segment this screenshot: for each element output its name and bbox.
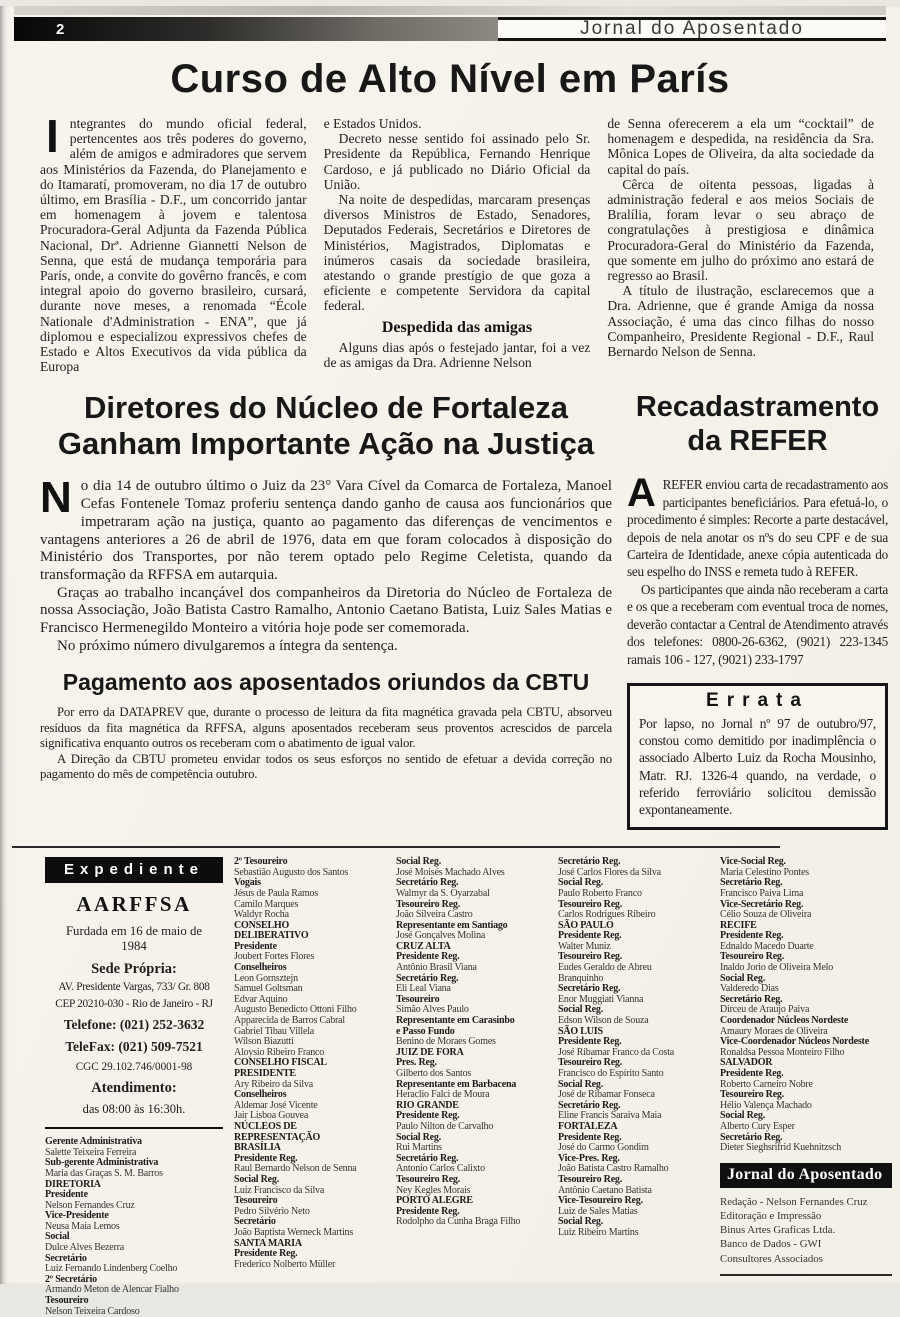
drop-cap-i: I [46,110,59,162]
staff-role-label: Presidente Reg. [558,930,622,942]
expediente-info-column [45,857,223,1317]
paris-column-2 [324,116,591,374]
staff-name: Leon Gornsztejn [234,972,298,984]
staff-role-label: Presidente Reg. [396,1110,460,1122]
staff-name: Célio Souza de Oliveira [720,909,812,921]
staff-name: Edvar Aquino [234,993,288,1005]
staff-role-label: Secretário [45,1252,87,1264]
staff-role-label: Social Reg. [558,877,604,889]
paris-column-1 [40,110,307,375]
paragraph: e Estados Unidos. [323,116,422,131]
staff-name: Sebastião Augusto dos Santos [234,866,349,878]
staff-role-label: Tesoureiro Reg. [396,1173,461,1185]
staff-name: Binus Artes Graficas Ltda. [720,1224,836,1237]
staff-role-label: Presidente [234,940,277,952]
staff-name: Paulo Roberto Franco [558,887,642,899]
staff-name: Armando Meton de Alencar Fialho [45,1284,179,1296]
staff-role-label: Tesoureiro [45,1295,89,1307]
expediente-header: Expediente [45,857,223,883]
staff-name: Alberto Cury Esper [720,1120,795,1132]
org-atendimento-label: Atendimento: [91,1080,177,1097]
staff-name: Amaury Moraes de Oliveira [720,1025,828,1037]
staff-name: José Gonçalves Molina [396,930,486,942]
paragraph: Na noite de despedidas, marcaram presenças diversos Ministros de Estado, Senadores, Deputados Federais, Secretários e Diretores de Ministérios, Magistrados, Diplomatas e inúmeros casais da sociedade brasileira, atestando o grande prestígio de que goza a eficiente e competente Servidora da capital federal. [323,192,591,314]
staff-role-label: Tesoureiro Reg. [558,898,623,910]
staff-role-label: RECIFE [720,919,757,931]
page-header-bar [14,17,886,41]
staff-name: Raul Bernardo Nelson de Senna [234,1163,357,1175]
middle-section [0,374,900,830]
staff-list-1 [45,1137,223,1317]
errata-title: Errata [706,689,809,711]
top-gradient-strip [14,6,886,15]
staff-role-label: Representante em Barbacena [396,1078,517,1090]
article-paris-title: Curso de Alto Nível em París [170,57,730,101]
staff-role-label: JUIZ DE FORA [396,1046,464,1058]
paragraph-text: ntegrantes do mundo oficial federal, pertencentes aos três poderes do governo, além de amigos e admiradores que servem aos Ministérios da Fazenda, do Planejamento e do Itamaratí, promoveram, no dia 17 de outubro último, em Brasília - D.F., um concorrido jantar em homenagem à jovem e talentosa Procuradora-Geral Adjunta da Fazenda Pública Nacional, Drª. Adrienne Giannetti Nelson de Senna, que está de mudança temporária para París, onde, a convite do govêrno francês, e com integral apoio do governo brasileiro, cursará, durante nove meses, a renomada “École Nationale d'Administration - ENA”, que já diplomou e especializou expressivos chefes de Estado e Altos Executivos da vida pública da Europa [40,116,307,375]
staff-role-label: Vice-Pres. Reg. [558,1152,620,1164]
staff-name: Hélio Valença Machado [720,1099,812,1111]
staff-name: Consultores Associados [720,1252,823,1265]
org-address-line2: CEP 20210-030 - Rio de Janeiro - RJ [55,997,213,1010]
staff-name: Inaldo Jorio de Oliveira Melo [720,962,834,974]
paragraph [40,110,307,375]
org-atendimento-hours: das 08:00 às 16:30h. [82,1102,186,1117]
staff-role-label: Vice-Social Reg. [720,856,786,868]
staff-role-label: Presidente Reg. [396,951,460,963]
staff-name: José do Carmo Gondim [558,1142,649,1154]
title-line-2: da REFER [687,425,828,458]
staff-role-label: CONSELHO [234,919,290,931]
staff-role-label: Presidente Reg. [234,1248,298,1260]
staff-role-label: Social Reg. [558,1078,604,1090]
staff-name: Roberto Carneiro Nobre [720,1078,813,1090]
staff-name: Valderedo Dias [720,983,779,995]
staff-name: Ednaldo Macedo Duarte [720,940,814,952]
staff-name: Jair Lisboa Gouvea [234,1110,309,1122]
staff-role-label: Social [45,1231,70,1243]
staff-name: Paulo Nilton de Carvalho [396,1120,494,1132]
staff-role-label: Tesoureiro Reg. [558,951,623,963]
staff-role-label: NÚCLEOS DE [234,1120,297,1132]
staff-role-label: Secretário Reg. [720,1131,783,1143]
errata-box [627,683,888,830]
staff-name: Ronaldsa Pessoa Monteiro Filho [720,1046,845,1058]
subheading-despedida: Despedida das amigas [381,318,533,336]
drop-cap-a: A [627,471,656,516]
title-line-2: Ganham Importante Ação na Justiça [57,426,595,462]
staff-name: Walmyr da S. Oyarzabal [396,887,490,899]
article-cbtu-title: Pagamento aos aposentados oriundos da CBTU [62,669,590,696]
paragraph: A Direção da CBTU prometeu envidar todos os seus esforços no sentido de efetuar a devida correção no pagamento do mês de competência outubro. [40,751,612,782]
staff-name: Nelson Fernandes Cruz [45,1199,135,1211]
staff-role-label: Presidente Reg. [234,1152,298,1164]
article-paris-body [0,104,900,374]
staff-role-label: Secretário Reg. [396,1152,459,1164]
staff-name: Antônio Brasil Viana [396,962,477,974]
title-line-1: Diretores do Núcleo de Fortaleza [83,390,569,426]
staff-name: Aldemar José Vicente [234,1099,318,1111]
staff-name: Apparecida de Barros Cabral [234,1015,345,1027]
staff-role-label: Conselheiros [234,962,287,974]
article-fortaleza-body [40,473,612,655]
staff-name: Eli Leal Viana [396,983,451,995]
staff-role-label: Conselheiros [234,1089,287,1101]
staff-role-label: Vice-Secretário Reg. [720,898,804,910]
staff-role-label: REPRESENTAÇÃO [234,1131,321,1143]
org-phone: Telefone: (021) 252-3632 [63,1017,205,1033]
staff-name: Samuel Goltsman [234,983,303,995]
staff-name: Wilson Biazutti [234,1036,294,1048]
staff-role-label: Representante em Carasinbo [396,1015,515,1027]
staff-name: Eline Francis Saraiva Maia [558,1110,662,1122]
staff-role-label: Coordenador Núcleos Nordeste [720,1015,849,1027]
staff-name: Simão Alves Paulo [396,1004,469,1016]
staff-name: Luiz de Sales Matias [558,1205,638,1217]
staff-name: Francisco Paiva Lima [720,887,804,899]
staff-name: Jésus de Paula Ramos [234,887,319,899]
article-fortaleza [40,384,612,830]
staff-role-label: SÃO PAULO [558,919,614,931]
paragraph: Os participantes que ainda não receberam a carta e os que a receberam com eventual troca de nomes, deverão contactar a Central de Atendimento através dos telefones: 0800-26-6362, (9021) 223-1345 ramais 106 - 127, (9021) 233-1797 [627,581,888,667]
staff-name: Dirceu de Araujo Paiva [720,1004,810,1016]
paragraph: Graças ao trabalho incançável dos companheiros da Diretoria do Núcleo de Fortaleza de nossa Associação, João Batista Castro Ramalho, Antonio Caetano Batista, Luiz Sales Matias e Francisco Hermenegildo Monteiro a vitória hoje pode ser comemorada. [40,584,612,637]
staff-name: Banco de Dados - GWI [720,1238,822,1251]
staff-name: Dulce Alves Bezerra [45,1242,124,1254]
staff-role-label: DIRETORIA [45,1178,101,1190]
article-refer-title [627,390,888,458]
staff-name: José Moisés Machado Alves [396,866,505,878]
staff-role-label: Social Reg. [396,856,442,868]
title-line-1: Recadastramento [635,391,880,424]
newspaper-page [0,6,900,1317]
staff-role-label: Representante em Santiago [396,919,508,931]
staff-name: Pedro Silvério Neto [234,1205,310,1217]
paragraph: Decreto nesse sentido foi assinado pelo Sr. Presidente da República, Fernando Henrique Cardoso, e já publicado no Diário Oficial da União. [323,131,591,192]
staff-role-label: Presidente Reg. [558,1131,622,1143]
staff-role-label: Tesoureiro Reg. [558,1173,623,1185]
staff-role-label: Vogais [234,877,261,889]
staff-name: Branquinho [558,972,604,984]
article-refer [627,384,888,830]
staff-role-label: DELIBERATIVO [234,930,309,942]
staff-name: Camilo Marques [234,898,299,910]
staff-name: Benino de Moraes Gomes [396,1036,496,1048]
staff-role-label: Secretário Reg. [558,856,621,868]
staff-role-label: Social Reg. [234,1173,280,1185]
staff-name: João Batista Castro Ramalho [558,1163,669,1175]
staff-name: Walter Muniz [558,940,611,952]
staff-name: Antonio Carlos Calixto [396,1163,485,1175]
staff-name: Redação - Nelson Fernandes Cruz [720,1195,868,1208]
staff-role-label: Secretário Reg. [558,1099,621,1111]
staff-role-label: e Passo Fundo [396,1025,455,1037]
staff-list-2 [234,857,385,1317]
staff-role-label: Social Reg. [558,1004,604,1016]
staff-list-5-column [720,857,892,1317]
org-name: AARFFSA [76,892,192,917]
paragraph: A título de ilustração, esclarecemos que a Dra. Adrienne, que é grande Amiga da nossa Associação, é uma das cinco filhas do nosso Companheiro, Presidente Regional - D.F., Raul Bernardo Nelson de Senna. [607,283,875,360]
staff-role-label: Social Reg. [396,1131,442,1143]
staff-list-5 [720,857,892,1154]
staff-name: José de Ribamar Fonseca [558,1089,655,1101]
org-founded: Furdada em 16 de maio de 1984 [65,924,203,954]
staff-role-label: 2º Secretário [45,1273,97,1285]
staff-name: Rui Martins [396,1142,442,1154]
staff-name: Dieter Sieghsrifrid Kuehnitzsch [720,1142,841,1154]
staff-name: Waldyr Rocha [234,909,289,921]
paragraph: Alguns dias após o festejado jantar, foi a vez de as amigas da Dra. Adrienne Nelson [323,339,591,370]
staff-name: Joubert Fortes Flores [234,951,315,963]
article-refer-body [627,471,888,667]
paragraph-text: o dia 14 de outubro último o Juiz da 23° Vara Cível da Comarca de Fortaleza, Manoel Cefas Fontenele Tomaz proferiu sentença dando ganho de causa aos funcionários que impetraram ação na justiça, quanto ao pagamento das diferenças de vencimentos e vantagens anteriores a 26 de abril de 1976, data em que foram colocados à disposição do Ministério dos Transportes, por não terem optado pelo Regime Celetista, quando da transformação da RFFSA em autarquia. [40,478,612,583]
staff-list-4 [558,857,709,1317]
staff-name: Nelson Teixeira Cardoso [45,1305,140,1317]
paragraph: Por erro da DATAPREV que, durante o processo de leitura da fita magnética gravada pela CBTU, absorveu resíduos da fita magnética da RFFSA, alguns aposentados receberam seus proventos acrescidos de parcela significativa enquanto outros os receberam com o abatimento de igual valor. [40,705,612,751]
drop-cap-n: N [40,473,72,523]
paragraph [40,473,612,584]
staff-role-label: CONSELHO FISCAL [234,1057,327,1069]
staff-role-label: Presidente Reg. [558,1036,622,1048]
staff-name: Neusa Maia Lemos [45,1220,120,1232]
staff-role-label: Secretário Reg. [720,993,783,1005]
horizontal-rule [45,1127,223,1129]
staff-name: Heraclio Falci de Moura [396,1089,490,1101]
article-fortaleza-title [40,390,612,462]
footer-credits [720,1195,892,1276]
staff-role-label: Pres. Reg. [396,1057,437,1069]
staff-name: Maria Celestino Pontes [720,866,809,878]
staff-role-label: Secretário Reg. [558,983,621,995]
staff-role-label: Secretário [234,1216,276,1228]
staff-name: Maria das Graças S. M. Barros [45,1167,163,1179]
staff-role-label: FORTALEZA [558,1120,618,1132]
staff-role-label: RIO GRANDE [396,1099,459,1111]
staff-name: Eudes Geraldo de Abreu [558,962,652,974]
staff-name: Luiz Francisco da Silva [234,1184,325,1196]
staff-role-label: Tesoureiro Reg. [396,898,461,910]
staff-role-label: BRASÍLIA [234,1142,281,1154]
staff-role-label: Tesoureiro [234,1195,278,1207]
staff-role-label: SALVADOR [720,1057,773,1069]
staff-role-label: Tesoureiro [396,993,440,1005]
staff-name: Ary Ribeiro da Silva [234,1078,314,1090]
page-number: 2 [56,20,65,38]
paragraph [627,471,888,580]
staff-role-label: Tesoureiro Reg. [720,1089,785,1101]
staff-role-label: Vice-Presidente [45,1210,109,1222]
org-sede-label: Sede Própria: [91,961,177,978]
staff-role-label: Secretário Reg. [396,877,459,889]
staff-role-label: Social Reg. [558,1216,604,1228]
article-cbtu-body [40,705,612,782]
errata-text: Por lapso, no Jornal nº 97 de outubro/97, constou como demitido por inadimplência o associado Alberto Luiz da Rocha Mousinho, Matr. RJ. 1326-4 quando, na verdade, o referido ferroviário solicitou demissão expontaneamente. [639,715,876,817]
staff-name: Luiz Ribeiro Martins [558,1226,639,1238]
org-cgc: CGC 29.102.746/0001-98 [75,1061,193,1074]
staff-role-label: Secretário Reg. [396,972,459,984]
staff-name: Editoração e Impressão [720,1209,822,1222]
staff-name: Gabriel Tibau Villela [234,1025,315,1037]
staff-name: Ney Kegles Morais [396,1184,471,1196]
staff-role-label: Social Reg. [720,972,766,984]
staff-role-label: Presidente Reg. [720,930,784,942]
paragraph: Cêrca de oitenta pessoas, ligadas à administração federal e aos meios Sociais de Bralília, foram levar o seu abraço de congratulações à prestigiosa e dinâmica Procuradora-Geral do Ministério da Fazenda, que somente em julho do próximo ano estará de regresso ao Brasil. [607,176,875,284]
staff-role-label: Tesoureiro Reg. [720,951,785,963]
staff-role-label: Secretário Reg. [720,877,783,889]
paragraph-text: REFER enviou carta de recadastramento aos participantes beneficiários. Para efetuá-lo, o procedimento é simples: Recorte a parte destacável, depois de nela anotar os nºs do seu CPF e de sua Carteira de Identidade, anexe cópia autenticada do seu espelho do INSS e remeta tudo à REFER. [627,477,888,580]
staff-name: Augusto Benedicto Ottoni Filho [234,1004,357,1016]
staff-name: Antônio Caetano Batista [558,1184,652,1196]
staff-role-label: SÃO LUIS [558,1025,603,1037]
staff-name: José Carlos Flores da Silva [558,866,661,878]
staff-name: José Ribamar Franco da Costa [558,1046,675,1058]
staff-role-label: Tesoureiro Reg. [558,1057,623,1069]
staff-name: João Silveira Castro [396,909,473,921]
staff-name: Francisco do Espírito Santo [558,1068,664,1080]
staff-role-label: Gerente Administrativa [45,1136,142,1148]
staff-role-label: Presidente Reg. [396,1205,460,1217]
staff-role-label: Sub-gerente Administrativa [45,1157,159,1169]
expediente-section [0,848,900,1317]
staff-name: Frederico Nolberto Müller [234,1258,336,1270]
staff-role-label: CRUZ ALTA [396,940,451,952]
staff-role-label: PRESIDENTE [234,1068,296,1080]
staff-name: Rodolpho da Cunha Braga Filho [396,1216,521,1228]
staff-role-label: 2º Tesoureiro [234,856,288,868]
staff-name: Gilberto dos Santos [396,1068,472,1080]
staff-role-label: SANTA MARIA [234,1237,302,1249]
staff-name: Carlos Rodrigues Ribeiro [558,909,656,921]
staff-list-3 [396,857,547,1317]
staff-role-label: Vice-Coordenador Núcleos Nordeste [720,1036,869,1048]
org-fax: TeleFax: (021) 509-7521 [65,1039,203,1055]
staff-role-label: PORTO ALEGRE [396,1195,473,1207]
masthead-box [498,17,886,41]
paragraph: No próximo número divulgaremos a íntegra da sentença. [57,637,398,654]
paragraph: de Senna oferecerem a ela um “cocktail” de homenagem e despedida, na residência da Sra. Mônica Lopes de Oliveira, da alta sociedade da capital do país. [607,116,875,177]
footer-jornal-box: Jornal do Aposentado [720,1163,892,1188]
staff-name: João Baptista Werneck Martins [234,1226,354,1238]
paris-column-3 [607,116,874,374]
staff-name: Salette Teixeira Ferreira [45,1146,137,1158]
header-gradient [14,17,498,41]
staff-role-label: Presidente [45,1189,88,1201]
staff-role-label: Presidente Reg. [720,1068,784,1080]
staff-role-label: Social Reg. [720,1110,766,1122]
org-address-line1: AV. Presidente Vargas, 733/ Gr. 808 [58,981,210,994]
staff-name: Luiz Fernando Lindenberg Coelho [45,1263,178,1275]
masthead-title: Jornal do Aposentado [580,18,804,39]
staff-name: Aloysio Ribeiro Franco [234,1046,325,1058]
staff-role-label: Vice-Tesoureiro Reg. [558,1195,643,1207]
staff-name: Enor Muggiati Vianna [558,993,644,1005]
staff-name: Edson Wilson de Souza [558,1015,649,1027]
